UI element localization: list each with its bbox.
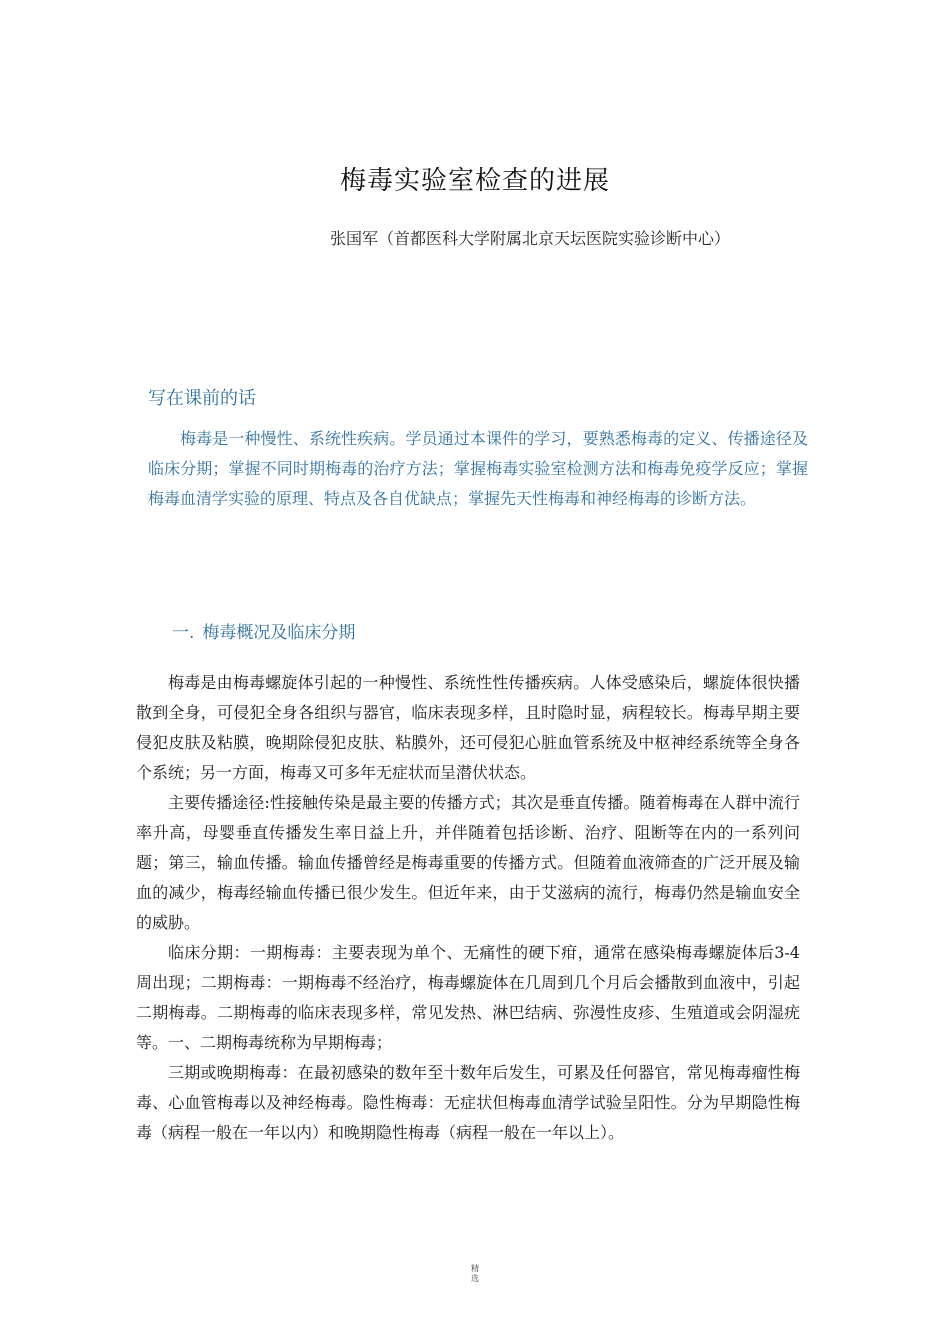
paragraph-clinical-stages: 临床分期：一期梅毒：主要表现为单个、无痛性的硬下疳，通常在感染梅毒螺旋体后3-4周出现；二期梅毒：一期梅毒不经治疗，梅毒螺旋体在几周到几个月后会播散到血液中，引起二期梅毒。二期梅毒的临床表现多样，常见发热、淋巴结病、弥漫性皮疹、生殖道或会阴湿疣等。一、二期梅毒统称为早期梅毒； (136, 943, 800, 1052)
section-heading (172, 618, 355, 643)
paragraph-transmission: 主要传播途径:性接触传染是最主要的传播方式；其次是垂直传播。随着梅毒在人群中流行率升高，母婴垂直传播发生率日益上升，并伴随着包括诊断、治疗、阻断等在内的一系列问题；第三，输血传播。输血传播曾经是梅毒重要的传播方式。但随着血液筛查的广泛开展及输血的减少，梅毒经输血传播已很少发生。但近年来，由于艾滋病的流行，梅毒仍然是输血安全的威胁。 (136, 793, 800, 932)
section-number: 一. (172, 623, 195, 643)
footer-line-1: 精 (471, 1264, 479, 1273)
preface-heading: 写在课前的话 (148, 388, 256, 409)
footer-line-2: 选 (471, 1274, 479, 1283)
section-body (136, 668, 800, 1148)
section-title: 梅毒概况及临床分期 (202, 623, 356, 643)
preface-body: 梅毒是一种慢性、系统性疾病。学员通过本课件的学习，要熟悉梅毒的定义、传播途径及临床分期；掌握不同时期梅毒的治疗方法；掌握梅毒实验室检测方法和梅毒免疫学反应；掌握梅毒血清学实验的原理、特点及各自优缺点；掌握先天性梅毒和神经梅毒的诊断方法。 (148, 429, 808, 508)
author-line: 张国军（首都医科大学附属北京天坛医院实验诊断中心） (330, 229, 731, 248)
footer-mark (0, 1264, 950, 1284)
paragraph-late-latent: 三期或晚期梅毒：在最初感染的数年至十数年后发生，可累及任何器官，常见梅毒瘤性梅毒、心血管梅毒以及神经梅毒。隐性梅毒：无症状但梅毒血清学试验呈阳性。分为早期隐性梅毒（病程一般在一年以内）和晚期隐性梅毒（病程一般在一年以上）。 (136, 1063, 800, 1142)
paragraph-overview: 梅毒是由梅毒螺旋体引起的一种慢性、系统性性传播疾病。人体受感染后，螺旋体很快播散到全身，可侵犯全身各组织与器官，临床表现多样，且时隐时显，病程较长。梅毒早期主要侵犯皮肤及粘膜，晚期除侵犯皮肤、粘膜外，还可侵犯心脏血管系统及中枢神经系统等全身各个系统；另一方面，梅毒又可多年无症状而呈潜伏状态。 (136, 673, 800, 782)
document-title: 梅毒实验室检查的进展 (339, 166, 610, 196)
preface-block (148, 384, 808, 514)
